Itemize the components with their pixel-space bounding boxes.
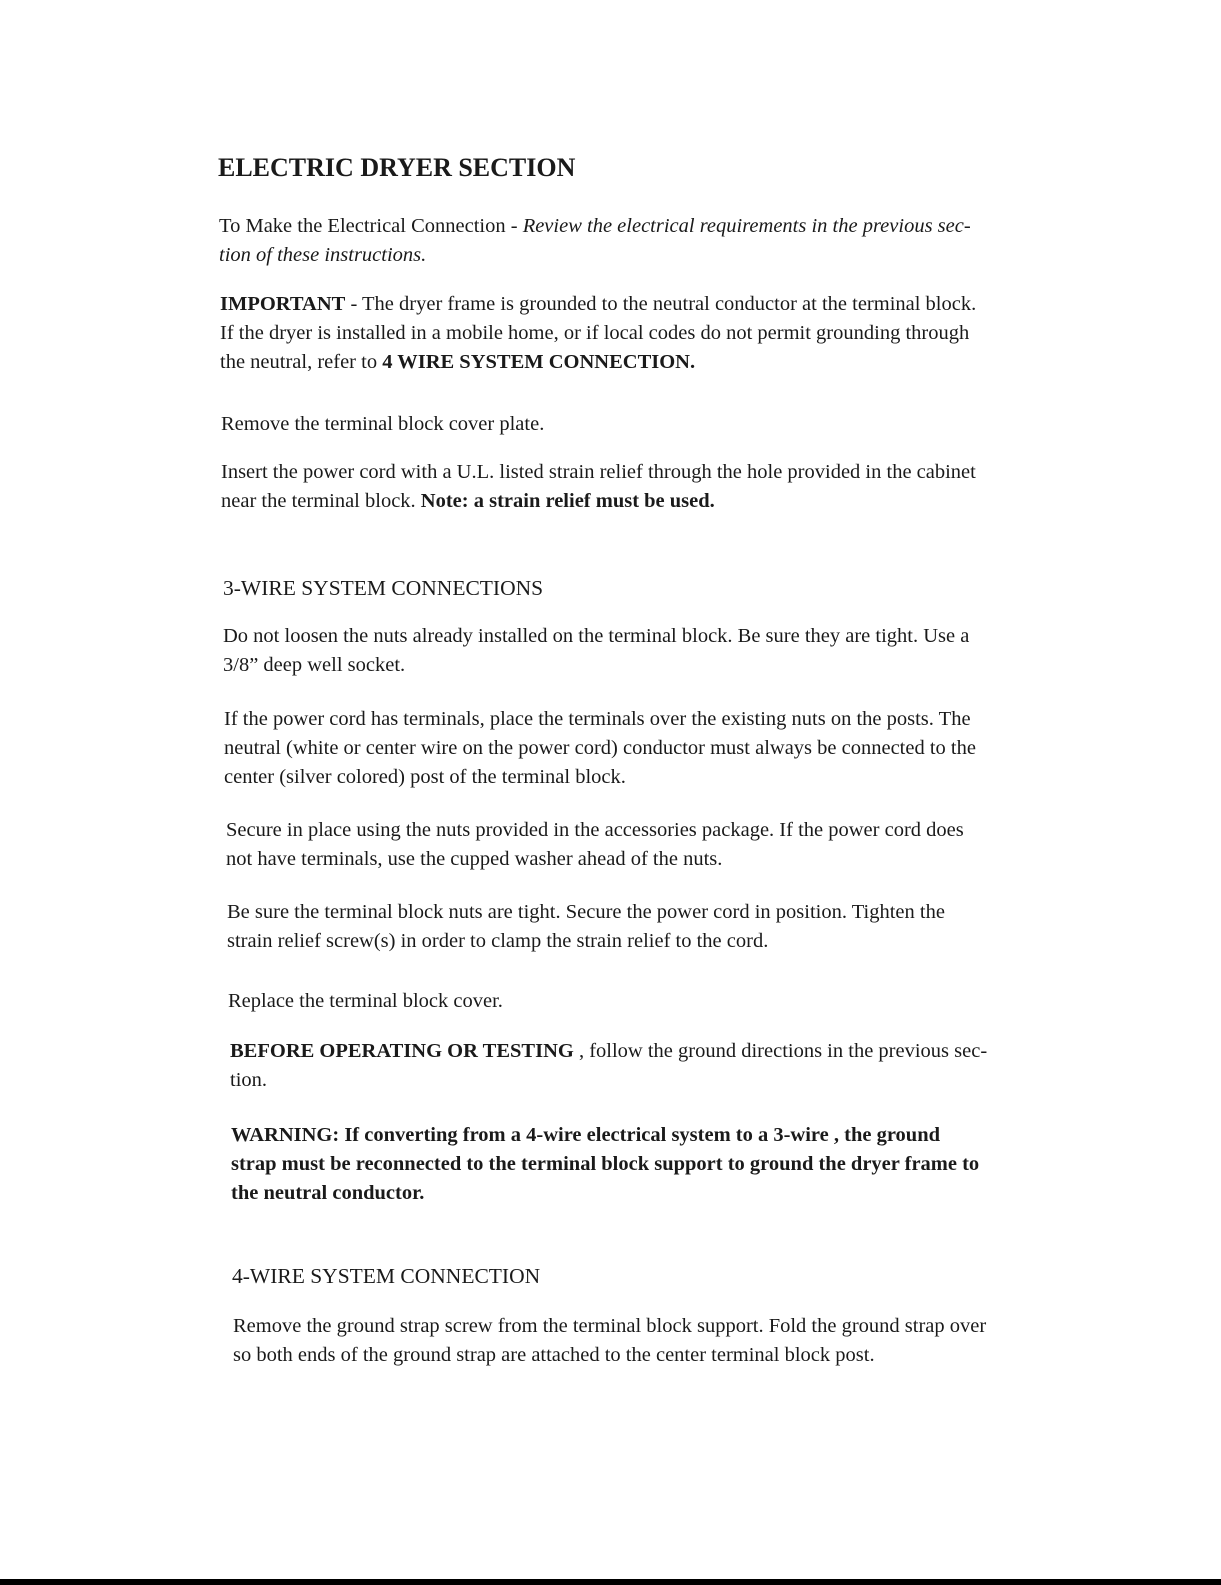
- text-line: so both ends of the ground strap are attached to the center terminal block post.: [233, 1344, 875, 1366]
- text-line: If the power cord has terminals, place the terminals over the existing nuts on the posts. The: [224, 708, 971, 730]
- intro-paragraph: [219, 212, 971, 270]
- remove-cover-paragraph: Remove the terminal block cover plate.: [221, 413, 545, 435]
- important-line-2: If the dryer is installed in a mobile home, or if local codes do not permit grounding through: [220, 322, 970, 344]
- three-wire-paragraph-5: Replace the terminal block cover.: [228, 990, 503, 1012]
- three-wire-paragraph-6: [230, 1037, 987, 1095]
- three-wire-heading: 3-WIRE SYSTEM CONNECTIONS: [223, 576, 544, 600]
- insert-cord-line-2: near the terminal block. Note: a strain relief must be used.: [221, 490, 715, 512]
- important-paragraph: [220, 290, 976, 377]
- warning-paragraph: [231, 1121, 979, 1208]
- warning-line: WARNING: If converting from a 4-wire electrical system to a 3-wire , the ground: [231, 1124, 941, 1146]
- text-line: BEFORE OPERATING OR TESTING , follow the ground directions in the previous sec-: [230, 1040, 988, 1062]
- text-line: Secure in place using the nuts provided in the accessories package. If the power cord does: [226, 819, 964, 841]
- three-wire-paragraph-1: [223, 622, 969, 680]
- four-wire-heading: 4-WIRE SYSTEM CONNECTION: [232, 1264, 541, 1288]
- text-line: strain relief screw(s) in order to clamp the strain relief to the cord.: [227, 930, 769, 952]
- text-line: 3/8” deep well socket.: [223, 654, 406, 676]
- text-line: Remove the ground strap screw from the terminal block support. Fold the ground strap over: [233, 1315, 987, 1337]
- text-line: center (silver colored) post of the terminal block.: [224, 766, 626, 788]
- three-wire-paragraph-2: [224, 705, 976, 792]
- text-line: neutral (white or center wire on the power cord) conductor must always be connected to the: [224, 737, 976, 759]
- three-wire-paragraph-3: [226, 816, 964, 874]
- text-line: Be sure the terminal block nuts are tight. Secure the power cord in position. Tighten the: [227, 901, 945, 923]
- warning-line: strap must be reconnected to the terminal block support to ground the dryer frame to: [231, 1153, 980, 1175]
- insert-cord-line-1: Insert the power cord with a U.L. listed strain relief through the hole provided in the cabinet: [221, 461, 976, 483]
- four-wire-paragraph-1: [233, 1312, 986, 1370]
- text-line: Do not loosen the nuts already installed on the terminal block. Be sure they are tight. Use a: [223, 625, 970, 647]
- text-line: tion.: [230, 1069, 268, 1091]
- text-line: not have terminals, use the cupped washer ahead of the nuts.: [226, 848, 723, 870]
- scan-bottom-edge: [0, 1579, 1221, 1585]
- insert-cord-paragraph: [221, 458, 976, 516]
- intro-line-1: To Make the Electrical Connection - Review the electrical requirements in the previous sec-: [219, 215, 971, 237]
- three-wire-paragraph-4: [227, 898, 945, 956]
- important-line-3: the neutral, refer to 4 WIRE SYSTEM CONNECTION.: [220, 351, 696, 373]
- important-line-1: IMPORTANT - The dryer frame is grounded to the neutral conductor at the terminal block.: [220, 293, 977, 315]
- section-title: ELECTRIC DRYER SECTION: [218, 153, 576, 182]
- warning-line: the neutral conductor.: [231, 1182, 425, 1204]
- intro-line-2: tion of these instructions.: [219, 244, 427, 266]
